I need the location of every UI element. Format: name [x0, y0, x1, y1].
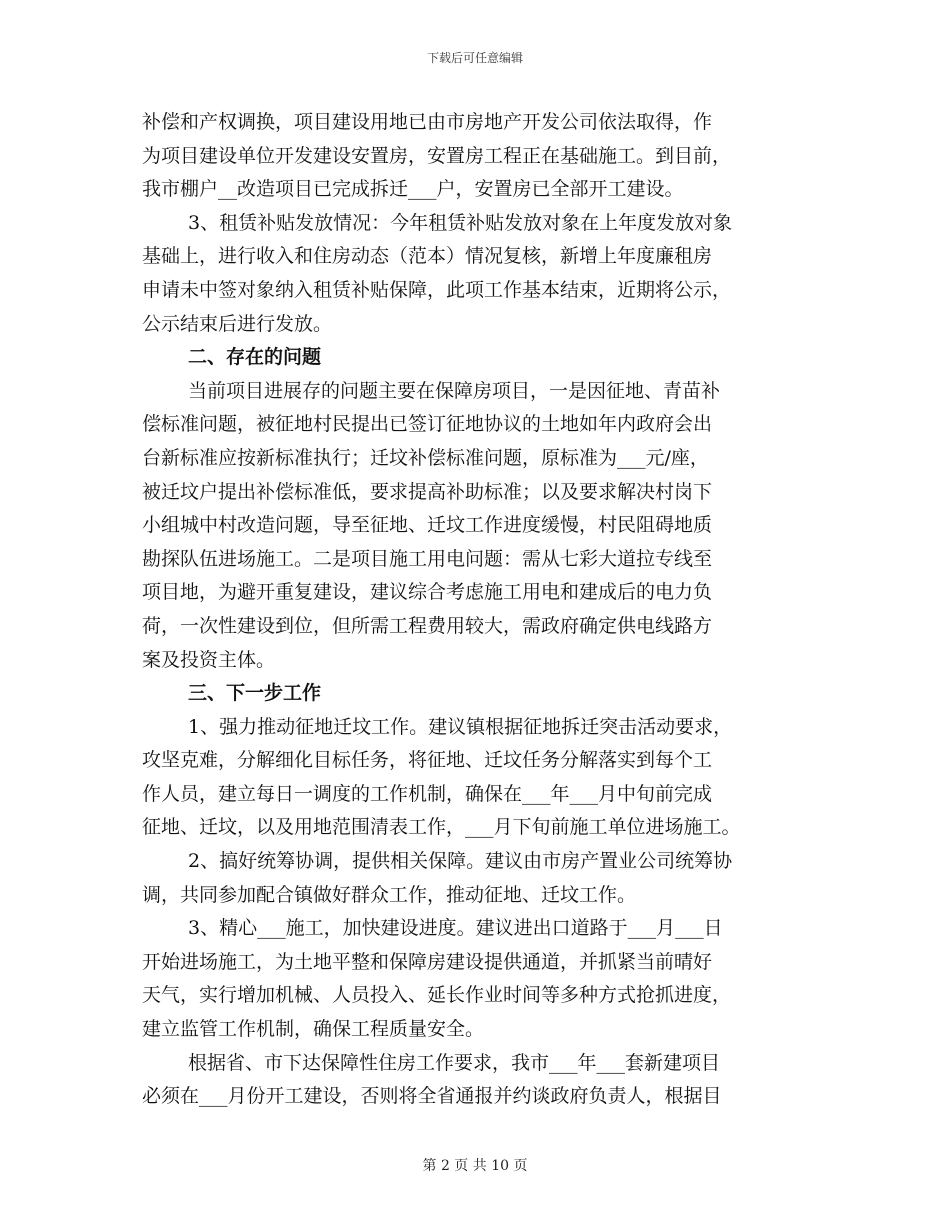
paragraph-line: 开始进场施工，为土地平整和保障房建设提供通道，并抓紧当前晴好: [142, 950, 713, 973]
paragraph-line: 我市棚户__改造项目已完成拆迁___户，安置房已全部开工建设。: [142, 178, 684, 201]
paragraph-line: 攻坚克难，分解细化目标任务，将征地、迁坟任务分解落实到每个工: [142, 749, 713, 772]
paragraph-line: 当前项目进展存的问题主要在保障房项目，一是因征地、青苗补: [188, 379, 721, 402]
paragraph-line: 案及投资主体。: [142, 648, 276, 671]
paragraph-line: 必须在___月份开工建设，否则将全省通报并约谈政府负责人，根据目: [142, 1085, 722, 1108]
page-footer: 第 2 页 共 10 页: [422, 1158, 528, 1174]
paragraph-line: 作人员，建立每日一调度的工作机制，确保在___年___月中旬前完成: [142, 782, 713, 805]
paragraph-line: 基础上，进行收入和住房动态（范本）情况复核，新增上年度廉租房: [142, 245, 713, 268]
paragraph-line: 台新标准应按新标准执行；迁坟补偿标准问题，原标准为___元/座，: [142, 446, 709, 469]
paragraph-line: 3、精心___施工，加快建设进度。建议进出口道路于___月___日: [188, 917, 723, 940]
paragraph-line: 荷，一次性建设到位，但所需工程费用较大，需政府确定供电线路方: [142, 614, 713, 637]
paragraph-line: 公示结束后进行发放。: [142, 312, 333, 335]
paragraph-line: 根据省、市下达保障性住房工作要求，我市___年___套新建项目: [188, 1051, 721, 1074]
paragraph-line: 2、搞好统筹协调，提供相关保障。建议由市房产置业公司统筹协: [188, 850, 733, 873]
paragraph-line: 勘探队伍进场施工。二是项目施工用电问题：需从七彩大道拉专线至: [142, 547, 713, 570]
section-heading: 三、下一步工作: [188, 682, 322, 705]
paragraph-line: 偿标准问题，被征地村民提出已签订征地协议的土地如年内政府会出: [142, 413, 713, 436]
paragraph-line: 建立监管工作机制，确保工程质量安全。: [142, 1018, 485, 1041]
paragraph-line: 项目地，为避开重复建设，建议综合考虑施工用电和建成后的电力负: [142, 581, 713, 604]
paragraph-line: 征地、迁坟，以及用地范围清表工作，___月下旬前施工单位进场施工。: [142, 816, 741, 839]
paragraph-line: 天气，实行增加机械、人员投入、延长作业时间等多种方式抢抓进度，: [142, 984, 732, 1007]
document-body: [142, 106, 810, 1114]
section-heading: 二、存在的问题: [188, 346, 322, 369]
paragraph-line: 补偿和产权调换，项目建设用地已由市房地产开发公司依法取得，作: [142, 111, 713, 133]
paragraph-line: 被迁坟户提出补偿标准低，要求提高补助标准；以及要求解决村岗下: [142, 480, 713, 503]
paragraph-line: 3、租赁补贴发放情况：今年租赁补贴发放对象在上年度发放对象: [188, 211, 733, 234]
paragraph-line: 申请未中签对象纳入租赁补贴保障，此项工作基本结束，近期将公示，: [142, 278, 732, 301]
paragraph-line: 为项目建设单位开发建设安置房，安置房工程正在基础施工。到目前，: [142, 144, 732, 167]
paragraph-line: 小组城中村改造问题，导至征地、迁坟工作进度缓慢，村民阻碍地质: [142, 514, 713, 537]
paragraph-line: 调，共同参加配合镇做好群众工作，推动征地、迁坟工作。: [142, 883, 637, 906]
page-header: 下载后可任意编辑: [426, 51, 523, 65]
paragraph-line: 1、强力推动征地迁坟工作。建议镇根据征地拆迁突击活动要求，: [188, 715, 733, 738]
